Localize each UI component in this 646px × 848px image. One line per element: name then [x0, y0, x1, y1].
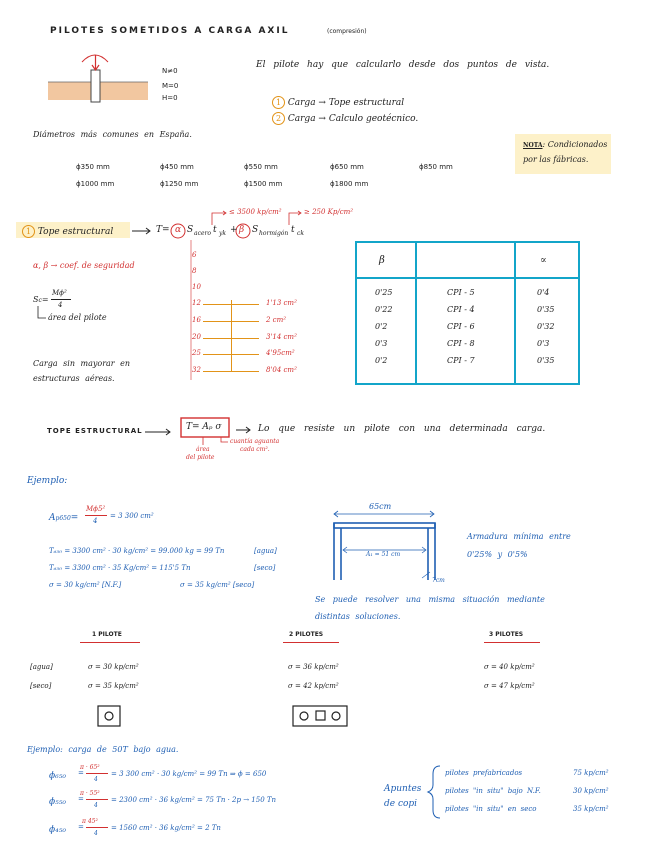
table-cell: 0'2 — [375, 322, 388, 331]
note-acero-limit: ≤ 3500 kp/cm² — [229, 208, 282, 216]
ap-rhs: = 3 300 cm² — [110, 512, 154, 520]
bar-diameter: 32 — [192, 366, 201, 374]
bar-diameter: 6 — [192, 251, 197, 259]
ap-frac-den: 4 — [93, 517, 98, 525]
table-cell: CPI - 4 — [447, 305, 475, 314]
apuntes-label-1: Apuntes — [384, 784, 422, 794]
armadura-2: 0'25% y 0'5% — [467, 550, 528, 559]
sol-2-a: σ = 36 kp/cm² — [288, 663, 339, 671]
sigma-2: σ = 35 kg/cm² [seco] — [180, 581, 255, 589]
bar-area: 8'04 cm² — [266, 366, 297, 374]
force-h: H=0 — [162, 94, 178, 102]
force-n: N≠0 — [162, 67, 178, 75]
ap-eq: = — [70, 513, 79, 523]
carga-note-1: Carga sin mayorar en — [33, 359, 131, 368]
area-pilote-note: área del pilote — [48, 313, 107, 322]
force-m: M=0 — [162, 82, 179, 90]
diameter: ϕ1500 mm — [244, 180, 283, 188]
tope2-desc: Lo que resiste un pilote con una determinada carga. — [258, 424, 546, 434]
apuntes-item-name: pilotes "in situ" en seco — [445, 805, 537, 813]
l1-frac-den: 4 — [94, 776, 98, 783]
beta-symbol: β — [239, 225, 245, 235]
table-cell: CPI - 7 — [447, 356, 475, 365]
alpha-symbol: α — [175, 225, 182, 235]
l1-frac-num: π · 65² — [80, 764, 100, 771]
l2-frac-eq: = — [78, 795, 84, 803]
tope-formula-start: T= — [156, 225, 170, 235]
l1-rhs: = 3 300 cm² · 30 kg/cm² = 99 Tn ⇒ ϕ = 650 — [111, 770, 267, 778]
t-ck: t — [291, 225, 295, 235]
point-1-number: 1 — [272, 96, 285, 109]
apuntes-label-2: de copi — [384, 799, 418, 809]
tope-label: Tope estructural — [37, 227, 114, 237]
s-horm: S — [252, 225, 259, 235]
ejemplo2-label: Ejemplo: carga de 50T bajo agua. — [27, 745, 179, 754]
table-cell: 0'35 — [537, 305, 555, 314]
apuntes-item-value: 35 kp/cm² — [573, 805, 609, 813]
ap-frac-num: Mϕ5² — [86, 505, 106, 513]
bar-area: 3'14 cm² — [266, 333, 297, 341]
dim-7cm: 7cm — [432, 577, 445, 584]
solution-head-2: 2 PILOTES — [289, 631, 324, 638]
bar-diameter: 20 — [192, 333, 201, 341]
sol-tag-agua: [agua] — [30, 663, 53, 671]
s-frac-num: Mϕ² — [52, 289, 67, 297]
ap-symbol: A — [49, 513, 56, 523]
title-note: (compresión) — [327, 28, 367, 35]
tope2-del-pilote: del pilote — [186, 454, 215, 461]
l3-lhs: ϕ₄₅₀ — [49, 825, 66, 835]
s-eq: = — [41, 295, 49, 304]
t-yk-sub: yk — [219, 230, 227, 237]
tope2-cuantia: cuantía aguanta — [230, 438, 280, 445]
l3-frac-num: π 45² — [82, 818, 98, 825]
l3-frac-den: 4 — [94, 830, 98, 837]
bar-diameter: 10 — [192, 283, 201, 291]
table-cell: 0'35 — [537, 356, 555, 365]
apuntes-item-value: 75 kp/cm² — [573, 769, 609, 777]
diameter: ϕ1000 mm — [76, 180, 115, 188]
table-cell: 0'3 — [375, 339, 388, 348]
t2-line: T₆₅₀ = 3300 cm² · 35 Kg/cm² = 115'5 Tn — [49, 564, 191, 572]
tope2-cada-cm: cada cm². — [240, 446, 270, 453]
note-horm-limit: ≥ 250 Kp/cm² — [304, 208, 354, 216]
l2-rhs: = 2300 cm² · 36 kg/cm² = 75 Tn · 2p → 150 Tn — [111, 796, 277, 804]
solution-head-1: 1 PILOTE — [92, 631, 122, 638]
point-1-text: Carga → Tope estructural — [287, 98, 405, 108]
table-cell: 0'2 — [375, 356, 388, 365]
table-cell: 0'25 — [375, 288, 393, 297]
solution-head-3: 3 PILOTES — [489, 631, 524, 638]
diameter: ϕ450 mm — [160, 163, 194, 171]
tope2-formula: T= Aₚ σ — [186, 422, 222, 432]
diameter: ϕ1800 mm — [330, 180, 369, 188]
tope-number: 1 — [22, 225, 35, 238]
t1-tag: [agua] — [254, 547, 277, 555]
s-acero: S — [187, 225, 194, 235]
ejemplo-label: Ejemplo: — [27, 476, 68, 486]
apuntes-item-name: pilotes prefabricados — [445, 769, 523, 777]
table-cell: 0'22 — [375, 305, 393, 314]
armadura-1: Armadura mínima entre — [467, 532, 571, 541]
table-header-alpha: ∝ — [540, 255, 547, 266]
l2-lhs: ϕ₅₅₀ — [49, 797, 66, 807]
t-yk: t — [213, 225, 217, 235]
table-cell: 0'32 — [537, 322, 555, 331]
t-ck-sub: ck — [297, 230, 304, 237]
l3-rhs: = 1560 cm² · 36 kg/cm² = 2 Tn — [111, 824, 221, 832]
ap-sub: p650 — [55, 515, 71, 522]
sol-1-a: σ = 30 kp/cm² — [88, 663, 139, 671]
diameter: ϕ1250 mm — [160, 180, 199, 188]
tope2-label: TOPE ESTRUCTURAL — [47, 427, 143, 435]
diameter: ϕ350 mm — [76, 163, 110, 171]
table-cell: CPI - 6 — [447, 322, 475, 331]
bar-area: 4'95cm² — [266, 349, 295, 357]
nota-line-2: por las fábricas. — [523, 155, 589, 164]
apuntes-item-value: 30 kp/cm² — [573, 787, 609, 795]
s-frac-den: 4 — [58, 301, 63, 309]
nota-label: NOTA — [523, 142, 543, 149]
table-header-beta: β — [379, 255, 385, 266]
dim-65cm: 65cm — [369, 502, 392, 511]
dim-a: A₁ = 51 cm — [366, 551, 401, 558]
s-symbol: S — [33, 295, 39, 304]
nota-text-1: : Condicionados — [542, 140, 608, 149]
l1-lhs: ϕ₆₅₀ — [49, 771, 66, 781]
l3-frac-eq: = — [78, 823, 84, 831]
l1-frac-line: = — [78, 769, 84, 777]
table-cell: 0'4 — [537, 288, 550, 297]
intro-text: El pilote hay que calcularlo desde dos puntos de vista. — [256, 60, 550, 70]
s-acero-sub: acero — [194, 230, 211, 237]
carga-note-2: estructuras aéreas. — [33, 374, 115, 383]
sol-3-a: σ = 40 kp/cm² — [484, 663, 535, 671]
puede-1: Se puede resolver una misma situación mediante — [315, 595, 545, 604]
sol-3-b: σ = 47 kp/cm² — [484, 682, 535, 690]
diametros-title: Diámetros más comunes en España. — [33, 130, 192, 139]
bar-diameter: 25 — [192, 349, 201, 357]
l2-frac-den: 4 — [94, 802, 98, 809]
coef-note: α, β → coef. de seguridad — [33, 261, 135, 270]
diameter: ϕ550 mm — [244, 163, 278, 171]
bar-area: 2 cm² — [266, 316, 287, 324]
bar-diameter: 12 — [192, 299, 201, 307]
point-2-number: 2 — [272, 112, 285, 125]
t2-tag: [seco] — [254, 564, 276, 572]
l2-frac-num: π · 55² — [80, 790, 100, 797]
table-cell: 0'3 — [537, 339, 550, 348]
s-horm-sub: hormigón — [259, 230, 289, 237]
apuntes-item-name: pilotes "in situ" bajo N.F. — [445, 787, 541, 795]
sigma-1: σ = 30 kg/cm² [N.F.] — [49, 581, 122, 589]
bar-diameter: 16 — [192, 316, 201, 324]
point-2-text: Carga → Calculo geotécnico. — [287, 114, 419, 124]
bar-area: 1'13 cm² — [266, 299, 297, 307]
s-sub: c — [38, 297, 42, 304]
t1-line: T₆₅₀ = 3300 cm² · 30 kg/cm² = 99.000 kg = 99 Tn — [49, 547, 225, 555]
diameter: ϕ850 mm — [419, 163, 453, 171]
sol-1-b: σ = 35 kp/cm² — [88, 682, 139, 690]
page-title: PILOTES SOMETIDOS A CARGA AXIL — [50, 26, 290, 36]
table-cell: CPI - 5 — [447, 288, 475, 297]
sol-tag-seco: [seco] — [30, 682, 52, 690]
bar-diameter: 8 — [192, 267, 197, 275]
puede-2: distintas soluciones. — [315, 612, 401, 621]
table-cell: CPI - 8 — [447, 339, 475, 348]
plus-sign: + — [230, 225, 238, 235]
sol-2-b: σ = 42 kp/cm² — [288, 682, 339, 690]
tope2-area: área — [196, 446, 210, 453]
diameter: ϕ650 mm — [330, 163, 364, 171]
